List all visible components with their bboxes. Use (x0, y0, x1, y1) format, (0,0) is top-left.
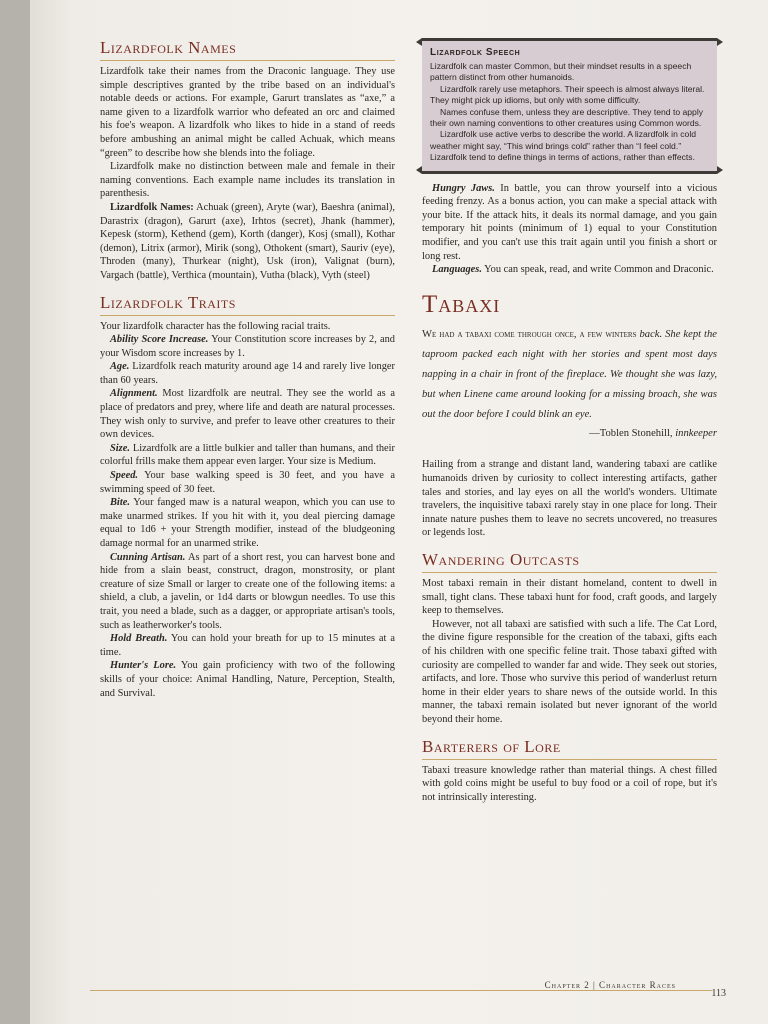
trait (100, 387, 395, 441)
footer-chapter: Chapter 2 | Character Races (544, 980, 676, 990)
term-text: As part of a short rest, you can harvest bone and hide from a slain beast, construct, dragon, monstrosity, or plant creature of size Small or larger to create one of the following items: a shield, a club, a javelin, or 1d4 darts or blowgun needles. To use this trait, you need a blade, such as a dagger, or appropriate artisan's tools, such as leatherworker's tools. (100, 551, 396, 631)
term: Languages. (432, 264, 482, 276)
term-text: Most lizardfolk are neutral. They see the world as a place of predators and prey, where life and death are natural processes. They wish only to survive, and prefer to leave other creatures to their own devices. (100, 388, 395, 441)
term-text: In battle, you can throw yourself into a vicious feeding frenzy. As a bonus action, you can make a special attack with your bite. If the attack hits, it deals its normal damage, and you gain temporary hit points (minimum of 1) equal to your Constitution modifier, and you can't use this trait again until you finish a short or long rest. (422, 182, 717, 262)
paragraph (100, 201, 395, 283)
trait (100, 469, 395, 496)
sidebar-title: Lizardfolk Speech (430, 47, 521, 58)
epigraph-lead: We had a tabaxi come through once, a few winters (422, 328, 640, 340)
paragraph: Your lizardfolk character has the following racial traits. (100, 320, 331, 332)
term: Hunter's Lore. (110, 660, 177, 672)
term: Alignment. (110, 388, 158, 400)
heading-wandering-outcasts: Wandering Outcasts (422, 550, 717, 573)
sidebar-paragraph: Names confuse them, unless they are descriptive. They tend to apply their own naming conventions to other creatures using Common words. (430, 106, 704, 129)
trait (422, 182, 717, 264)
page-footer (30, 972, 768, 1012)
epigraph-attribution (422, 427, 717, 441)
term-text: Your Constitution score increases by 2, and your Wisdom score increases by 1. (100, 334, 395, 359)
paragraph: Lizardfolk make no distinction between male and female in their naming conventions. Each example name includes its translation in parenthesis. (100, 161, 395, 200)
epigraph-text: back. She kept the taproom packed each night with her stories and spent most days napping in a chair in front of the fireplace. We thought she was lazy, but when Linene came around looking for a missing broach, she was out the door before I could blink an eye. (422, 328, 717, 420)
trait (100, 632, 395, 659)
term-text: You can hold your breath for up to 15 minutes at a time. (100, 633, 395, 658)
term-text: Achuak (green), Aryte (war), Baeshra (animal), Darastrix (dragon), Garurt (axe), Irhtos (secret), Jhank (hammer), Kepesk (storm), Kethend (gem), Korth (danger), Kosj (small), Kothar (demon), Litrix (armor), Mirik (song), Othokent (smart), Sauriv (eye), Throden (many), Thurkear (night), Usk (iron), Valignat (burn), Vargach (battle), Verthica (mountain), Vutha (black), Vyth (steel) (100, 201, 395, 281)
term: Speed. (110, 470, 138, 482)
term: Hold Breath. (110, 633, 168, 645)
footer-rule (90, 990, 712, 991)
term: Size. (110, 442, 130, 454)
attribution-role: innkeeper (675, 427, 717, 439)
term-text: You can speak, read, and write Common and Draconic. (484, 264, 714, 276)
term-text: You gain proficiency with two of the following skills of your choice: Animal Handling, Nature, Perception, Stealth, and Survival. (100, 660, 395, 699)
term-text: Your fanged maw is a natural weapon, which you can use to make unarmed strikes. If you hit with it, you deal piercing damage equal to 1d6 + your Strength modifier, instead of the bludgeoning damage normal for an unarmed strike. (100, 497, 395, 549)
left-column (100, 38, 395, 700)
term: Hungry Jaws. (432, 182, 495, 194)
paragraph: Lizardfolk take their names from the Draconic language. They use simple descriptives granted by the tribe based on an individual's notable deeds or actions. For example, Garurt translates as “axe,” a name given to a lizardfolk warrior who defeated an orc and claimed his foe's weapon. A lizardfolk who likes to hide in a stand of reeds before ambushing an animal might be called Achuak, which means “green” to describe how she blends into the foliage. (100, 66, 395, 159)
paragraph: However, not all tabaxi are satisfied with such a life. The Cat Lord, the divine figure responsible for the creation of the tabaxi, gifts each of his children with one specific feline trait. Those tabaxi gifted with curiosity are compelled to wander far and wide. They seek out stories, artifacts, and lore. Those who survive this period of wanderlust return home in their elder years to share news of the outside world. In this manner, the tabaxi remain isolated but never ignorant of the world beyond their home. (422, 618, 717, 725)
attribution-name: —Toblen Stonehill, (589, 427, 676, 439)
term: Lizardfolk Names: (110, 201, 194, 213)
heading-lizardfolk-traits: Lizardfolk Traits (100, 293, 395, 316)
page-number: 113 (711, 988, 726, 999)
term: Age. (110, 361, 130, 373)
trait (100, 551, 395, 633)
paragraph: Tabaxi treasure knowledge rather than material things. A chest filled with gold coins might be useful to buy food or a coil of rope, but it's not intrinsically interesting. (422, 764, 717, 803)
trait (422, 263, 717, 277)
trait (100, 333, 395, 360)
sidebar-paragraph: Lizardfolk use active verbs to describe the world. A lizardfolk in cold weather might say, “This wind brings cold” rather than “I feel cold.” Lizardfolk tend to define things in terms of actions, rather than effects. (430, 129, 697, 163)
term: Cunning Artisan. (110, 551, 186, 563)
sidebar-paragraph: Lizardfolk rarely use metaphors. Their speech is almost always literal. They might pick up idioms, but only with some difficulty. (430, 83, 705, 106)
term-text: Lizardfolk are a little bulkier and taller than humans, and their colorful frills make them appear even larger. Your size is Medium. (100, 442, 395, 468)
heading-tabaxi: Tabaxi (422, 290, 501, 318)
trait (100, 496, 395, 550)
term: Bite. (110, 497, 130, 509)
paragraph: Hailing from a strange and distant land, wandering tabaxi are catlike humanoids driven by curiosity to collect interesting artifacts, gather tales and stories, and lay eyes on all the world's wonders. Ultimate travelers, the inquisitive tabaxi rarely stay in one place for long. Their innate nature pushes them to leave no secrets uncovered, no treasures or legends lost. (422, 459, 717, 539)
term-text: Your base walking speed is 30 feet, and you have a swimming speed of 30 feet. (100, 470, 395, 495)
term: Ability Score Increase. (110, 334, 209, 346)
right-column (422, 38, 717, 804)
book-page (30, 0, 768, 1024)
trait (100, 442, 395, 469)
term-text: Lizardfolk reach maturity around age 14 and rarely live longer than 60 years. (100, 361, 395, 386)
paragraph: Most tabaxi remain in their distant homeland, content to dwell in small, tight clans. These tabaxi hunt for food, craft goods, and largely keep to themselves. (422, 577, 717, 617)
trait (100, 360, 395, 387)
trait (100, 659, 395, 700)
heading-lizardfolk-names: Lizardfolk Names (100, 38, 395, 61)
epigraph (422, 325, 717, 425)
sidebar-paragraph: Lizardfolk can master Common, but their mindset results in a speech pattern distinct from other humanoids. (430, 61, 692, 83)
heading-barterers-of-lore: Barterers of Lore (422, 737, 717, 760)
sidebar-lizardfolk-speech (422, 38, 717, 174)
